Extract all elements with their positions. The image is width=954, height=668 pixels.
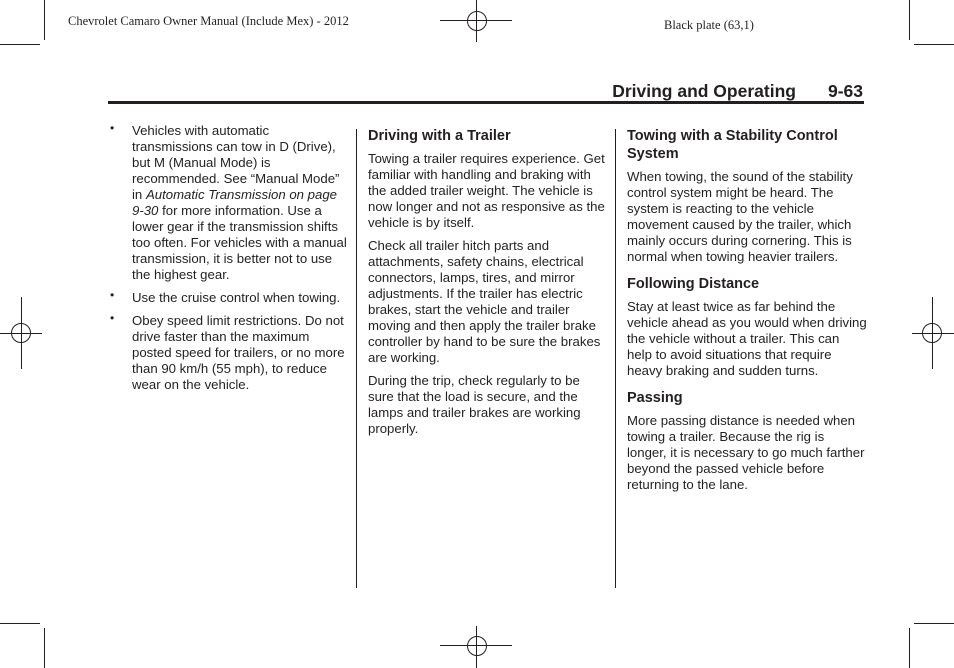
page-number: 9-63 (827, 81, 863, 101)
crop-mark (909, 0, 910, 40)
registration-circle (922, 323, 942, 343)
column-divider (615, 129, 616, 588)
crop-mark (914, 44, 954, 45)
running-header (612, 81, 863, 102)
crop-mark (909, 628, 910, 668)
paragraph: Stay at least twice as far behind the vehicle ahead as you would when driving the vehicle without a trailer. This can help to avoid situations that require heavy braking and sudden turns. (627, 299, 867, 378)
paragraph: Check all trailer hitch parts and attachments, safety chains, electrical connectors, lamps, tires, and mirror adjustments. If the trailer has electric brakes, start the vehicle and trailer moving and then apply the trailer brake controller by hand to be sure the brakes are working. (368, 238, 601, 365)
column-divider (356, 129, 357, 588)
paragraph: Towing a trailer requires experience. Get familiar with handling and braking with the added trailer weight. The vehicle is now longer and not as responsive as the vehicle is by itself. (368, 151, 605, 230)
list-item: • Vehicles with automatic transmissions can tow in D (Drive), but M (Manual Mode) is recommended. See “Manual Mode” in Automatic Transmission on page 9-30 for more information. Use a lower gear if the transmission shifts too often. For vehicles with a manual transmission, it is better not to use the highest gear. (110, 121, 347, 282)
bullet-list (108, 123, 350, 393)
registration-circle (467, 636, 487, 656)
registration-circle (467, 11, 487, 31)
column-middle (368, 127, 608, 444)
slug-plate-info: Black plate (63,1) (664, 18, 754, 32)
list-item: • Use the cruise control when towing. (110, 288, 341, 305)
crop-mark (0, 623, 40, 624)
crop-mark (914, 623, 954, 624)
list-item: • Obey speed limit restrictions. Do not drive faster than the maximum posted speed for trailers, or no more than 90 km/h (55 mph), to reduce wear on the vehicle. (110, 311, 345, 392)
section-heading: Following Distance (627, 276, 760, 292)
bullet-icon: • (110, 121, 115, 135)
section-heading: Driving with a Trailer (368, 128, 511, 144)
registration-circle (11, 323, 31, 343)
section-title: Driving and Operating (612, 81, 796, 101)
header-rule (108, 101, 864, 104)
crop-mark (44, 628, 45, 668)
section-heading: Towing with a Stability Control System (627, 128, 838, 162)
paragraph: More passing distance is needed when towing a trailer. Because the rig is longer, it is necessary to go much farther beyond the passed vehicle before returning to the lane. (627, 413, 865, 492)
section-heading: Passing (627, 390, 683, 406)
bullet-icon: • (110, 311, 115, 325)
slug-document-title: Chevrolet Camaro Owner Manual (Include Mex) - 2012 (68, 14, 349, 28)
crop-mark (0, 44, 40, 45)
bullet-icon: • (110, 288, 115, 302)
cross-reference: Automatic Transmission on page 9-30 (132, 187, 338, 218)
paragraph: During the trip, check regularly to be sure that the load is secure, and the lamps and trailer brakes are working properly. (368, 373, 581, 436)
column-left (108, 123, 350, 400)
paragraph: When towing, the sound of the stability control system might be heard. The system is reacting to the vehicle movement caused by the trailer, which mainly occurs during cornering. This is normal when towing heavier trailers. (627, 169, 853, 264)
crop-mark (44, 0, 45, 40)
column-right (627, 127, 867, 500)
